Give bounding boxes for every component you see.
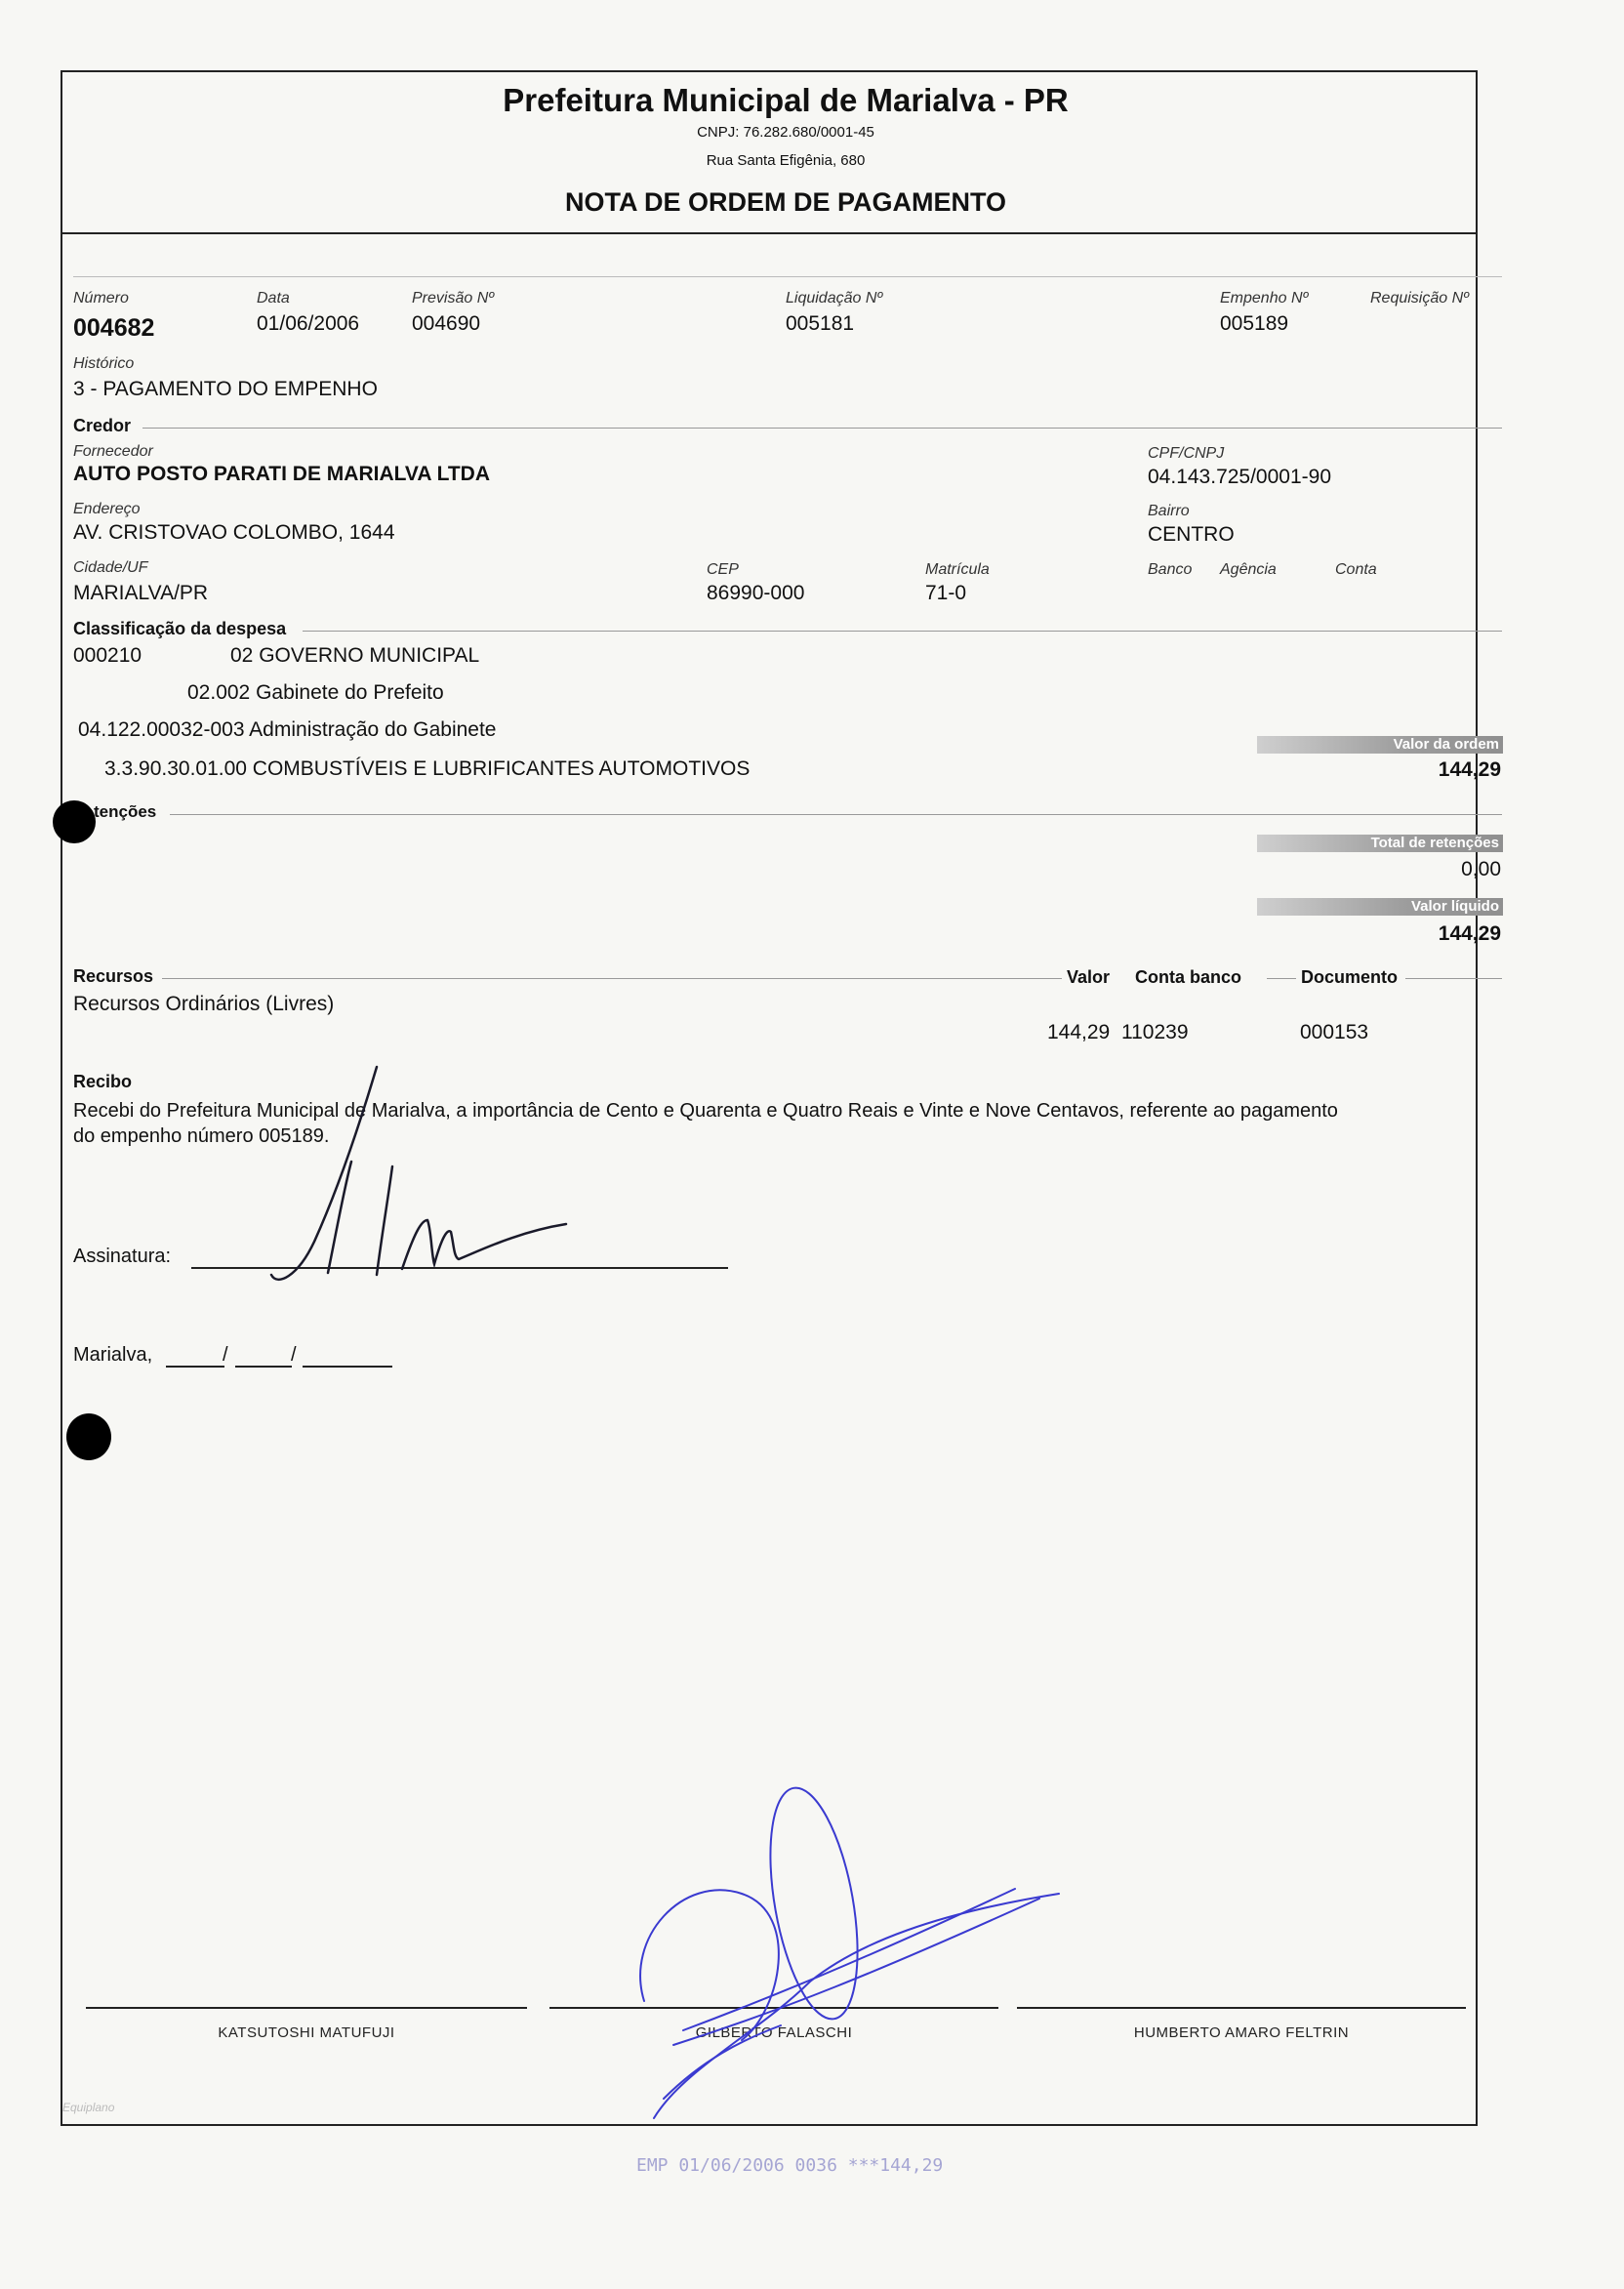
cidade-label: Cidade/UF [73, 559, 148, 576]
conta-label: Conta [1335, 561, 1377, 578]
banco-label: Banco [1148, 561, 1193, 578]
empenho-label: Empenho Nº [1220, 290, 1309, 307]
matricula-value: 71-0 [925, 582, 967, 604]
classificacao-line2: 02.002 Gabinete do Prefeito [187, 681, 444, 704]
agencia-label: Agência [1220, 561, 1277, 578]
data-value: 01/06/2006 [257, 312, 360, 335]
cpf-value: 04.143.725/0001-90 [1148, 466, 1332, 488]
previsao-value: 004690 [412, 312, 481, 335]
cep-value: 86990-000 [707, 582, 805, 604]
recursos-descricao: Recursos Ordinários (Livres) [73, 993, 335, 1015]
historico-label: Histórico [73, 355, 135, 372]
liquidacao-value: 005181 [786, 312, 855, 335]
fornecedor-label: Fornecedor [73, 443, 153, 460]
valor-liquido-value: 144,29 [1438, 922, 1501, 945]
cidade-value: MARIALVA/PR [73, 582, 209, 604]
recibo-signature [271, 1067, 566, 1280]
header-address: Rua Santa Efigênia, 680 [706, 152, 866, 169]
recursos-valor: 144,29 [1047, 1021, 1111, 1043]
classificacao-code: 000210 [73, 644, 142, 667]
retencoes-section-title: tenções [94, 802, 157, 821]
total-retencoes-label: Total de retenções [1370, 835, 1499, 851]
recursos-documento-label: Documento [1301, 967, 1398, 987]
cep-label: CEP [707, 561, 739, 578]
local-label: Marialva, [73, 1344, 153, 1366]
date-separator-1: / [223, 1344, 228, 1366]
page-title: Prefeitura Municipal de Marialva - PR [503, 82, 1069, 118]
numero-value: 004682 [73, 314, 155, 342]
bairro-value: CENTRO [1148, 523, 1235, 546]
classificacao-section-title: Classificação da despesa [73, 619, 287, 638]
software-watermark: Equiplano [62, 2101, 115, 2114]
requisicao-label: Requisição Nº [1370, 290, 1469, 307]
classificacao-line4: 3.3.90.30.01.00 COMBUSTÍVEIS E LUBRIFICANTES AUTOMOTIVOS [104, 757, 751, 780]
endereco-value: AV. CRISTOVAO COLOMBO, 1644 [73, 521, 395, 544]
recibo-section-title: Recibo [73, 1072, 133, 1091]
historico-value: 3 - PAGAMENTO DO EMPENHO [73, 378, 378, 400]
bank-stamp: EMP 01/06/2006 0036 ***144,29 [636, 2155, 944, 2176]
endereco-label: Endereço [73, 501, 141, 517]
approver-signature [640, 1781, 1059, 2118]
bairro-label: Bairro [1148, 503, 1190, 519]
signature-name-3: HUMBERTO AMARO FELTRIN [1133, 2024, 1350, 2041]
recursos-conta: 110239 [1121, 1021, 1189, 1043]
fornecedor-value: AUTO POSTO PARATI DE MARIALVA LTDA [73, 463, 490, 485]
assinatura-label: Assinatura: [73, 1246, 172, 1267]
recibo-text-line2: do empenho número 005189. [73, 1125, 330, 1147]
recursos-section-title: Recursos [73, 966, 154, 986]
total-retencoes-value: 0,00 [1461, 858, 1501, 880]
recursos-documento: 000153 [1300, 1021, 1369, 1043]
document-title: NOTA DE ORDEM DE PAGAMENTO [564, 187, 1006, 217]
cpf-label: CPF/CNPJ [1148, 445, 1225, 462]
header-cnpj: CNPJ: 76.282.680/0001-45 [697, 124, 874, 141]
date-separator-2: / [291, 1344, 297, 1366]
matricula-label: Matrícula [925, 561, 990, 578]
signature-name-2: GILBERTO FALASCHI [695, 2024, 853, 2041]
recibo-text-line1: Recebi do Prefeitura Municipal de Marialva, a importância de Cento e Quarenta e Quatro Reais e Vinte e Nove Centavos, referente ao pagamento [73, 1100, 1338, 1122]
classificacao-line1: 02 GOVERNO MUNICIPAL [230, 644, 480, 667]
classificacao-line3: 04.122.00032-003 Administração do Gabinete [78, 718, 497, 741]
empenho-value: 005189 [1220, 312, 1289, 335]
valor-ordem-label: Valor da ordem [1393, 736, 1499, 753]
data-label: Data [257, 290, 290, 307]
signature-name-1: KATSUTOSHI MATUFUJI [218, 2024, 395, 2041]
recursos-valor-label: Valor [1067, 967, 1111, 987]
credor-section-title: Credor [73, 416, 132, 435]
previsao-label: Previsão Nº [412, 290, 495, 307]
valor-liquido-label: Valor líquido [1410, 898, 1499, 915]
numero-label: Número [73, 290, 129, 307]
valor-ordem-value: 144,29 [1438, 758, 1501, 781]
recursos-conta-label: Conta banco [1135, 967, 1242, 987]
liquidacao-label: Liquidação Nº [786, 290, 883, 307]
